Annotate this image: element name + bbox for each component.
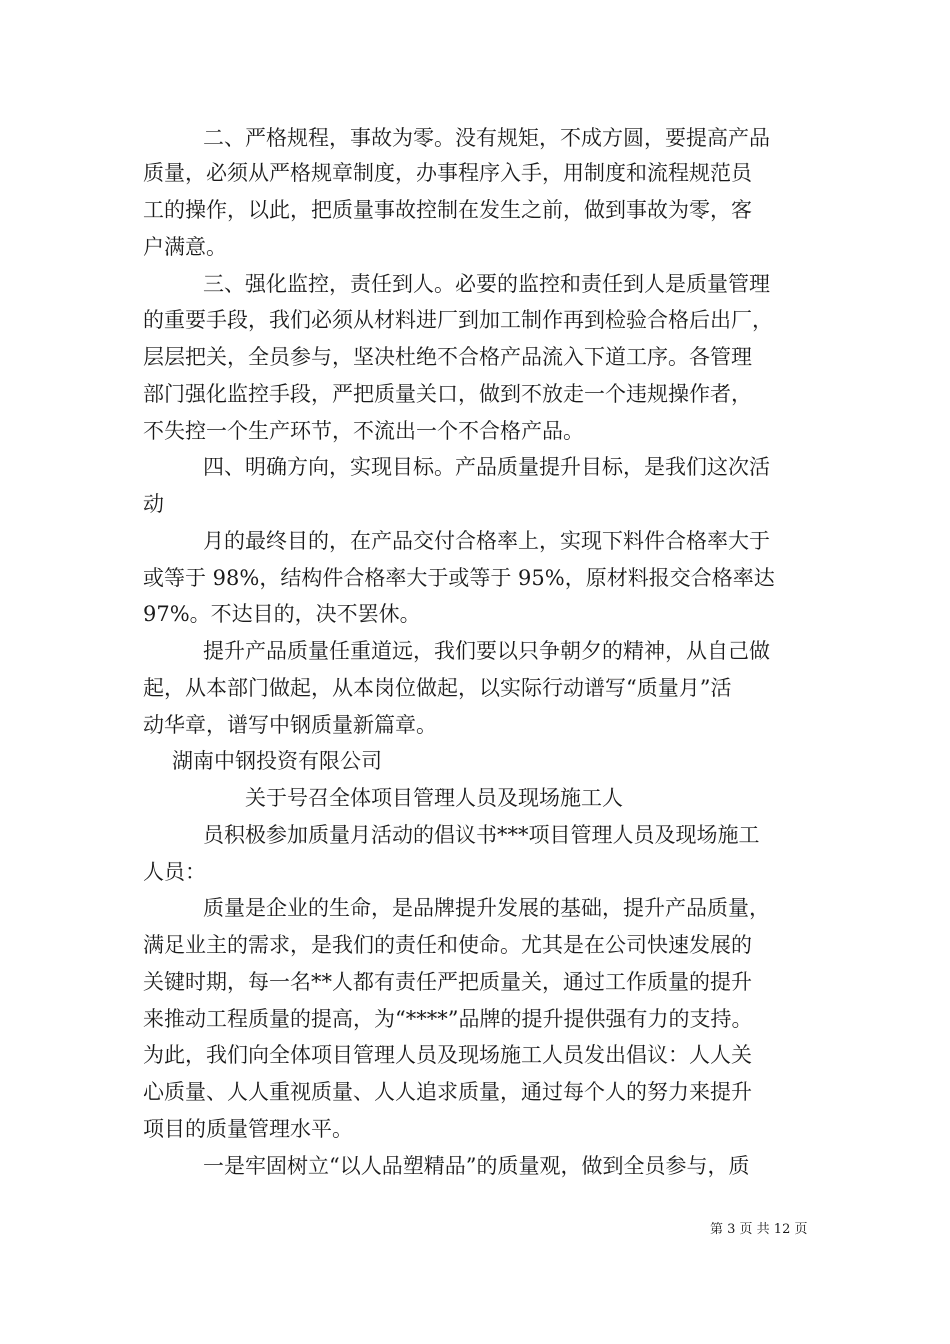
text-line: 为此，我们向全体项目管理人员及现场施工人员发出倡议：人人关 (143, 1043, 752, 1067)
text-line: 员积极参加质量月活动的倡议书***项目管理人员及现场施工 (203, 823, 760, 847)
text-line: 或等于 98%，结构件合格率大于或等于 95%，原材料报交合格率达 (143, 566, 775, 590)
text-line: 的重要手段，我们必须从材料进厂到加工制作再到检验合格后出厂， (143, 308, 773, 332)
text-line: 不失控一个生产环节，不流出一个不合格产品。 (143, 419, 584, 443)
text-line: 质量，必须从严格规章制度，办事程序入手，用制度和流程规范员 (143, 161, 752, 185)
text-line: 人员： (143, 860, 206, 884)
text-line: 动 (143, 492, 164, 516)
text-line: 来推动工程质量的提高，为“****”品牌的提升提供强有力的支持。 (143, 1007, 753, 1031)
text-line: 提升产品质量任重道远，我们要以只争朝夕的精神，从自己做 (203, 639, 770, 663)
text-line: 四、明确方向，实现目标。产品质量提升目标，是我们这次活 (203, 455, 770, 479)
text-line: 一是牢固树立“以人品塑精品”的质量观，做到全员参与，质 (203, 1154, 750, 1178)
text-line: 月的最终目的，在产品交付合格率上，实现下料件合格率大于 (203, 529, 770, 553)
text-line: 层层把关，全员参与，坚决杜绝不合格产品流入下道工序。各管理 (143, 345, 752, 369)
text-line: 工的操作，以此，把质量事故控制在发生之前，做到事故为零，客 (143, 198, 752, 222)
text-line: 关键时期，每一名**人都有责任严把质量关，通过工作质量的提升 (143, 970, 752, 994)
page-number: 第 3 页 共 12 页 (710, 1222, 808, 1237)
company-name: 湖南中钢投资有限公司 (172, 749, 382, 773)
text-line: 起，从本部门做起，从本岗位做起，以实际行动谱写“质量月”活 (143, 676, 732, 700)
text-line: 动华章，谱写中钢质量新篇章。 (143, 713, 437, 737)
text-line: 满足业主的需求，是我们的责任和使命。尤其是在公司快速发展的 (143, 933, 752, 957)
document-title: 关于号召全体项目管理人员及现场施工人 (245, 786, 623, 810)
text-line: 项目的质量管理水平。 (143, 1117, 353, 1141)
text-line: 二、严格规程，事故为零。没有规矩，不成方圆，要提高产品 (203, 126, 770, 150)
text-line: 部门强化监控手段，严把质量关口，做到不放走一个违规操作者， (143, 382, 752, 406)
text-line: 97%。不达目的，决不罢休。 (143, 602, 421, 626)
text-line: 质量是企业的生命，是品牌提升发展的基础，提升产品质量， (203, 896, 770, 920)
text-line: 心质量、人人重视质量、人人追求质量，通过每个人的努力来提升 (143, 1080, 752, 1104)
text-line: 三、强化监控，责任到人。必要的监控和责任到人是质量管理 (203, 272, 770, 296)
text-line: 户满意。 (143, 235, 227, 259)
